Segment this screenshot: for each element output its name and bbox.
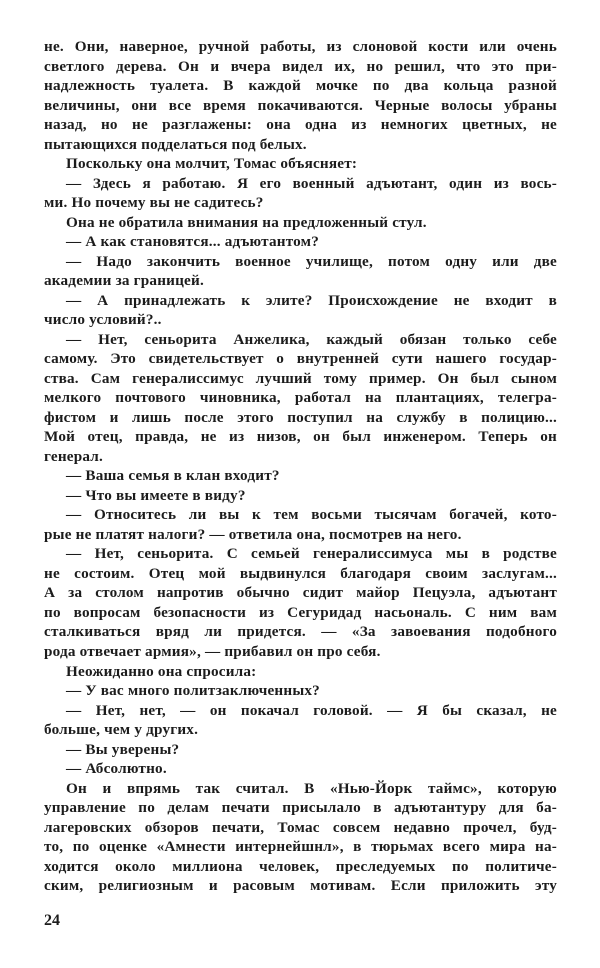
text-line: — Нет, сеньорита Анжелика, каждый обязан только себе	[66, 330, 557, 348]
text-line: ми. Но почему вы не садитесь?	[44, 194, 264, 212]
text-line: надлежность туалета. В каждой мочке по два кольца разной	[44, 77, 557, 95]
text-line: — Здесь я работаю. Я его военный адъютант, один из вось-	[66, 174, 557, 192]
text-line: ским, религиозным и расовым мотивам. Если приложить эту	[44, 877, 557, 895]
text-line: генерал.	[44, 447, 104, 465]
text-line: А за столом напротив обычно сидит майор Пецуэла, адъютант	[44, 584, 557, 602]
text-line: — Ваша семья в клан входит?	[66, 467, 280, 485]
text-line: управление по делам печати присылало в адъютантуру для ба-	[44, 799, 557, 817]
page-text	[44, 37, 557, 896]
text-line: Поскольку она молчит, Томас объясняет:	[66, 155, 358, 173]
text-line: — Что вы имеете в виду?	[66, 486, 246, 504]
text-line: академии за границей.	[44, 272, 204, 290]
page-number: 24	[44, 912, 60, 929]
text-line: по вопросам безопасности из Сегуридад насьональ. С ним вам	[44, 603, 557, 621]
text-line: рые не платят налоги? — ответила она, посмотрев на него.	[44, 525, 462, 543]
text-line: Она не обратила внимания на предложенный стул.	[66, 213, 427, 231]
text-line: ходится около миллиона человек, преследуемых по политиче-	[44, 857, 557, 875]
text-line: лагеровских обзоров печати, Томас совсем недавно прочел, буд-	[44, 818, 557, 836]
text-line: пытающихся подделаться под белых.	[44, 135, 307, 153]
text-line: — Абсолютно.	[66, 760, 167, 778]
text-line: — Вы уверены?	[66, 740, 180, 758]
text-line: величины, они все время покачиваются. Черные волосы убраны	[44, 96, 557, 114]
text-line: мелкого почтового чиновника, работал на плантациях, телегра-	[44, 389, 557, 407]
text-line: — Надо закончить военное училище, потом одну или две	[66, 252, 557, 270]
text-line: — А как становятся... адъютантом?	[66, 233, 319, 251]
text-line: Мой отец, правда, не из низов, он был инженером. Теперь он	[44, 428, 557, 446]
text-line: — А принадлежать к элите? Происхождение не входит в	[66, 291, 557, 309]
text-line: больше, чем у других.	[44, 721, 199, 739]
text-line: светлого дерева. Он и вчера видел их, но решил, что это при-	[44, 57, 557, 75]
text-line: сталкиваться вряд ли придется. — «За завоевания подобного	[44, 623, 557, 641]
text-line: рода отвечает армия», — прибавил он про себя.	[44, 642, 381, 660]
text-line: число условий?..	[44, 311, 162, 329]
text-line: назад, но не разглажены: она одна из немногих цветных, не	[44, 116, 557, 134]
text-line: — Относитесь ли вы к тем восьми тысячам богачей, кото-	[66, 506, 557, 524]
text-line: ства. Сам генералиссимус лучший тому пример. Он был сыном	[44, 369, 557, 387]
text-line: Неожиданно она спросила:	[66, 662, 257, 680]
text-line: Он и впрямь так считал. В «Нью-Йорк таймс», которую	[66, 779, 557, 797]
text-line: — Нет, сеньорита. С семьей генералиссимуса мы в родстве	[66, 545, 557, 563]
text-line: то, по оценке «Амнести интернейшнл», в тюрьмах всего мира на-	[44, 838, 557, 856]
text-line: — У вас много политзаключенных?	[66, 682, 320, 700]
text-line: — Нет, нет, — он покачал головой. — Я бы сказал, не	[66, 701, 557, 719]
text-line: самому. Это свидетельствует о внутренней сути нашего государ-	[44, 350, 557, 368]
text-line: не состоим. Отец мой выдвинулся благодаря своим заслугам...	[44, 564, 557, 582]
text-line: не. Они, наверное, ручной работы, из слоновой кости или очень	[44, 38, 557, 55]
text-line: фистом и лишь после этого поступил на службу в полицию...	[44, 408, 557, 426]
